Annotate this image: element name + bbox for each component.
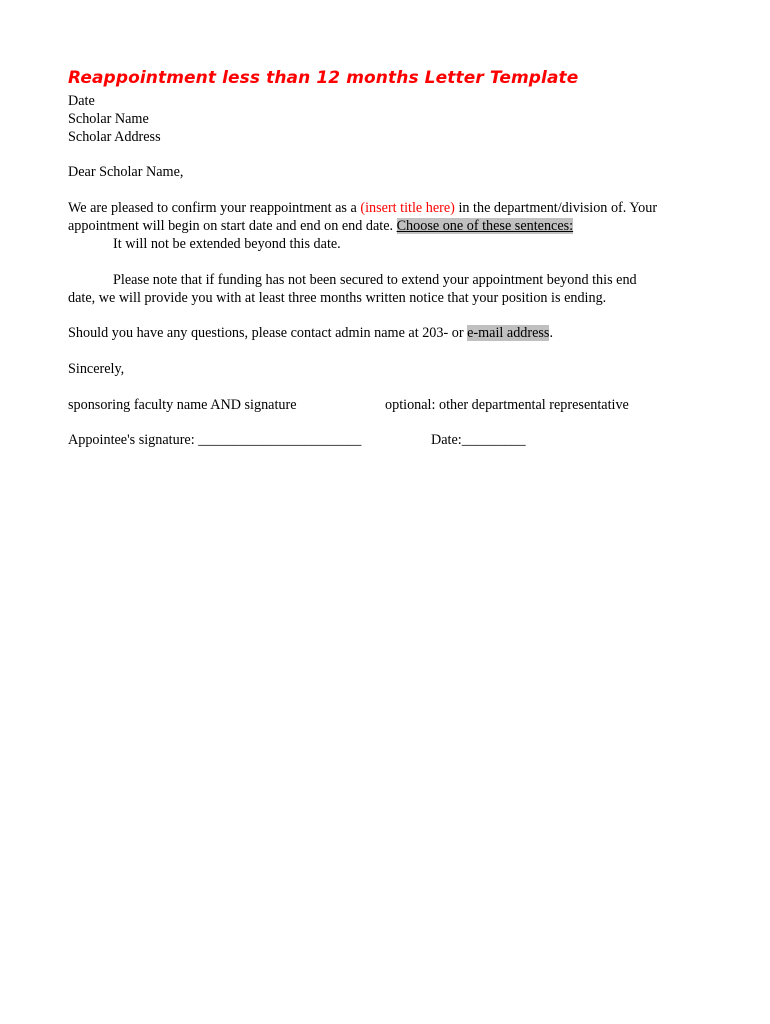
- questions-text: Should you have any questions, please contact admin name at 203- or: [68, 325, 468, 341]
- questions-period: .: [549, 325, 554, 341]
- paragraph-1-line-1: [68, 199, 657, 217]
- paragraph-1-line-3: It will not be extended beyond this date.: [113, 236, 341, 252]
- email-placeholder: e-mail address: [467, 325, 550, 341]
- paragraph-2-line-1: Please note that if funding has not been secured to extend your appointment beyond this end: [113, 272, 637, 288]
- choose-sentence-instruction: Choose one of these sentences:: [396, 218, 574, 234]
- title-placeholder: (insert title here): [360, 200, 455, 216]
- closing: Sincerely,: [68, 361, 125, 377]
- salutation: Dear Scholar Name,: [68, 164, 184, 180]
- signature-date-line: Date:_________: [431, 432, 526, 448]
- questions-line: [68, 324, 553, 342]
- header-scholar-address: Scholar Address: [68, 129, 161, 145]
- para1-text-b: in the department/division of. Your: [454, 200, 658, 216]
- header-scholar-name: Scholar Name: [68, 111, 149, 127]
- appointee-signature-line: Appointee's signature: _______________________: [68, 432, 362, 448]
- faculty-signature-label: sponsoring faculty name AND signature: [68, 397, 297, 413]
- document-title: Reappointment less than 12 months Letter Template: [68, 68, 579, 88]
- para1-line2-text: appointment will begin on start date and end on end date.: [68, 218, 397, 234]
- optional-representative-label: optional: other departmental representative: [385, 397, 629, 413]
- paragraph-1-line-2: [68, 217, 573, 235]
- header-date: Date: [68, 93, 95, 109]
- paragraph-2-line-2: date, we will provide you with at least three months written notice that your position is ending.: [68, 290, 607, 306]
- para1-text-a: We are pleased to confirm your reappointment as a: [68, 200, 361, 216]
